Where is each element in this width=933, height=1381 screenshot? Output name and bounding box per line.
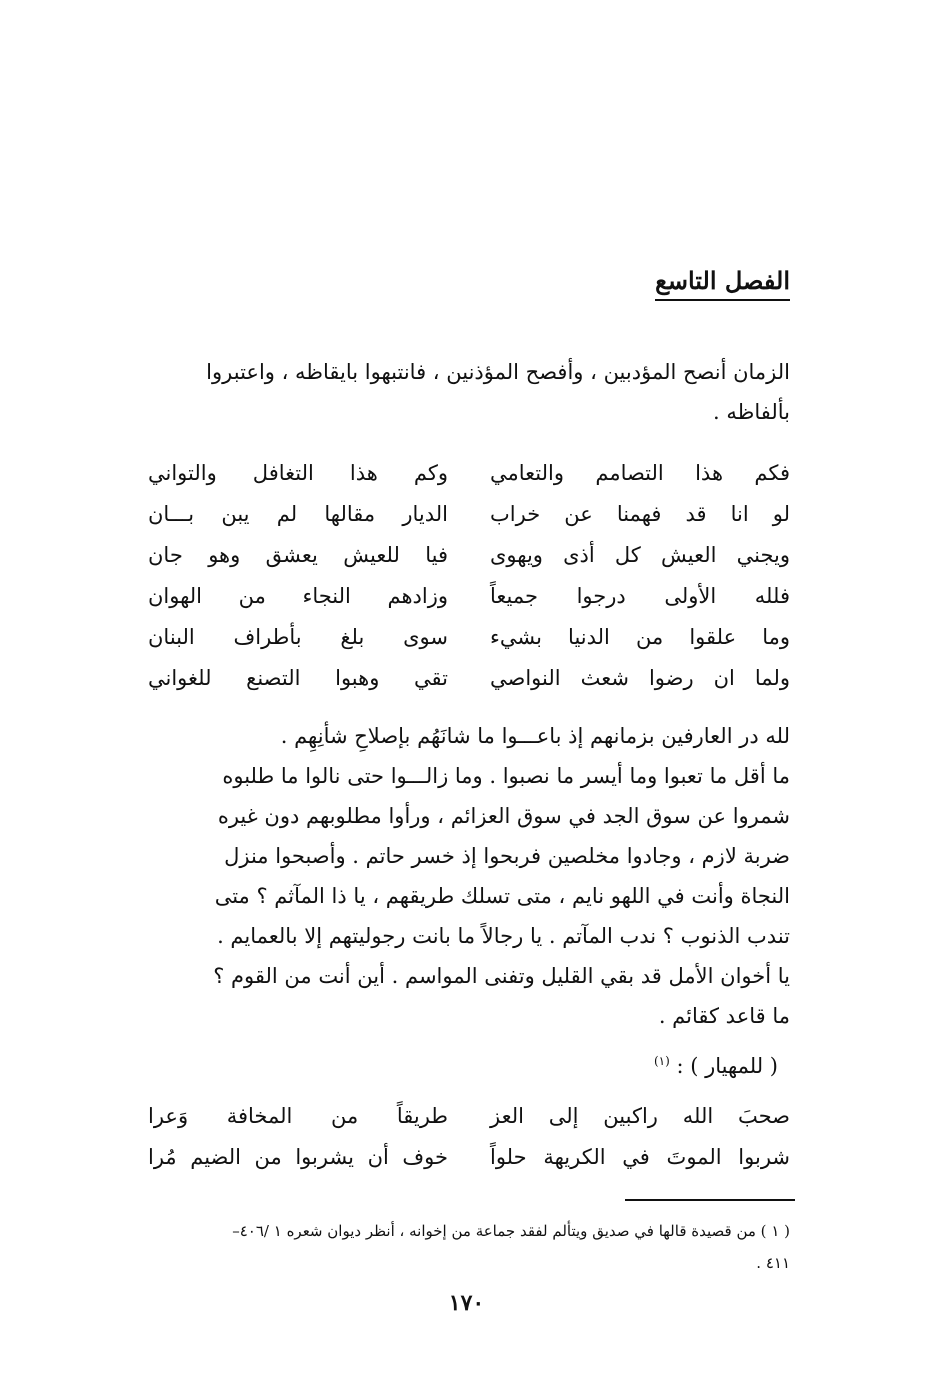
- verse-first-hemistich: لو انا قد فهمنا عن خراب: [490, 501, 790, 526]
- verse-second-hemistich: وكم هذا التغافل والتواني: [148, 460, 448, 485]
- verse: [148, 534, 790, 575]
- verse-first-hemistich: شربوا الموتَ في الكريهة حلواً: [490, 1144, 790, 1169]
- verse-first-hemistich: ولما ان رضوا شعث النواصي: [490, 665, 790, 690]
- paragraph-2: [148, 716, 790, 1036]
- footnote-divider: [625, 1199, 795, 1201]
- paragraph-1: [148, 352, 790, 432]
- poet-heading: [654, 1054, 778, 1078]
- verse: [148, 452, 790, 493]
- footnote-line: ( ١ ) من قصيدة قالها في صديق ويتألم لفقد جماعة من إخوانه ، أنظر ديوان شعره ١ /٤٠٦–: [232, 1222, 790, 1240]
- paragraph-line: لله در العارفين بزمانهم إذ باعـــوا ما شانَهُم بإصلاحِ شأنِهِم .: [280, 724, 790, 748]
- footnote: [148, 1215, 790, 1279]
- verse: [148, 616, 790, 657]
- page-number: ١٧٠: [448, 1290, 485, 1316]
- paragraph-line: ضربة لازم ، وجادوا مخلصين فربحوا إذ خسر حاتم . وأصبحوا منزل: [224, 844, 790, 868]
- verse-first-hemistich: وما علقوا من الدنيا بشيء: [490, 624, 790, 649]
- paragraph-line: ما قاعد كقائم .: [658, 1004, 790, 1028]
- verse-second-hemistich: فيا للعيش يعشق وهو جان: [148, 542, 448, 567]
- paragraph-line: تندب الذنوب ؟ ندب المآتم . يا رجالاً ما بانت رجوليتهم إلا بالعمايم .: [217, 924, 790, 948]
- paragraph-line: ما أقل ما تعبوا وما أيسر ما نصبوا . وما زالـــوا حتى نالوا ما طلبوه: [222, 764, 790, 788]
- paragraph-line: الزمان أنصح المؤدبين ، وأفصح المؤذنين ، فانتبهوا بايقاظه ، واعتبروا: [206, 360, 790, 384]
- paragraph-line: بألفاظه .: [713, 400, 790, 424]
- poem-2: [148, 1095, 790, 1177]
- verse: [148, 1136, 790, 1177]
- footnote-line: ٤١١ .: [756, 1254, 790, 1272]
- chapter-title: الفصل التاسع: [655, 266, 790, 301]
- verse-first-hemistich: فلله الأولى درجوا جميعاً: [490, 583, 790, 608]
- poem-1: [148, 452, 790, 698]
- verse-second-hemistich: طريقاً من المخافة وَعرا: [148, 1103, 448, 1128]
- verse-first-hemistich: ويجني العيش كل أذى ويهوى: [490, 542, 790, 567]
- verse: [148, 657, 790, 698]
- poet-heading-text: ( للمهيار ) :: [676, 1054, 778, 1078]
- verse: [148, 1095, 790, 1136]
- verse-first-hemistich: فكم هذا التصامم والتعامي: [490, 460, 790, 485]
- verse-second-hemistich: تقي وهبوا التصنع للغواني: [148, 665, 448, 690]
- paragraph-line: يا أخوان الأمل قد بقي القليل وتفنى المواسم . أين أنت من القوم ؟: [213, 964, 790, 988]
- verse: [148, 575, 790, 616]
- verse-first-hemistich: صحبَ الله راكبين إلى العز: [490, 1103, 790, 1128]
- verse-second-hemistich: سوى بلغ بأطراف البنان: [148, 624, 448, 649]
- footnote-reference: (١): [653, 1054, 670, 1068]
- paragraph-line: شمروا عن سوق الجد في سوق العزائم ، ورأوا مطلوبهم دون غيره: [217, 804, 790, 828]
- paragraph-line: النجاة وأنت في اللهو نايم ، متى تسلك طريقهم ، يا ذا المآثم ؟ متى: [214, 884, 790, 908]
- verse-second-hemistich: الديار مقالها لم يبن بـــان: [148, 501, 448, 526]
- verse-second-hemistich: وزادهم النجاء من الهوان: [148, 583, 448, 608]
- verse-second-hemistich: خوف أن يشربوا من الضيم مُرا: [148, 1144, 448, 1169]
- verse: [148, 493, 790, 534]
